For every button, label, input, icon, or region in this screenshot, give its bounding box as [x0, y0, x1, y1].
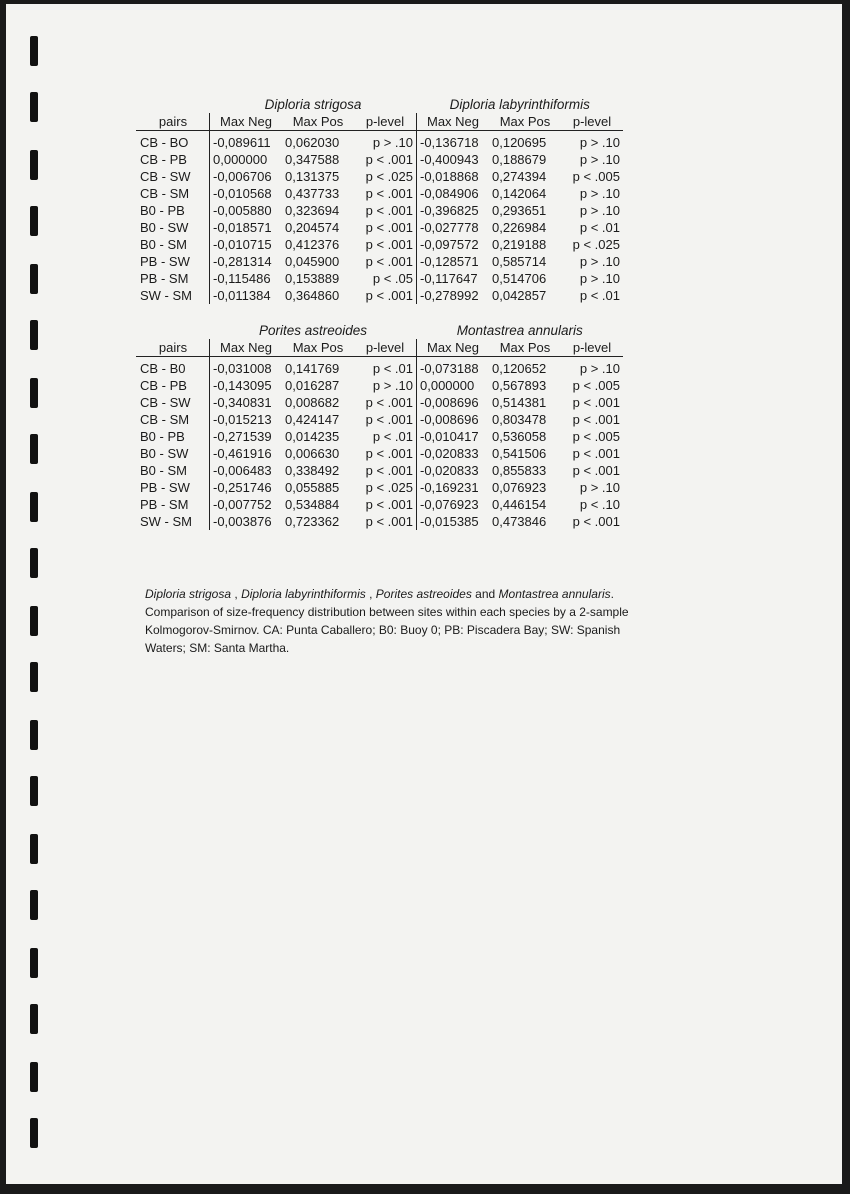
- cell-max-neg: -0,015385: [417, 513, 490, 530]
- table-row: [136, 134, 623, 151]
- cell-max-pos: 0,016287: [285, 378, 340, 393]
- cell-max-neg: -0,015213: [210, 411, 283, 428]
- cell-max-pos: 0,153889: [285, 271, 340, 286]
- col-max-neg: Max Neg: [417, 339, 490, 357]
- cell-max-neg: -0,089611: [210, 134, 283, 151]
- table-body: [136, 357, 623, 531]
- cell-p-level: p < .001: [365, 395, 413, 410]
- table-body: [136, 131, 623, 305]
- table-row: [136, 411, 623, 428]
- cell-max-pos: 0,536058: [492, 429, 547, 444]
- caption-species-1: Diploria strigosa: [145, 587, 232, 601]
- caption-species-2: Diploria labyrinthiformis: [241, 587, 366, 601]
- table-row: [136, 445, 623, 462]
- species-header-left: Porites astreoides: [258, 323, 368, 338]
- binding-hole: [30, 92, 38, 122]
- cell-p-level: p < .001: [572, 395, 620, 410]
- cell-p-level: p < .001: [572, 412, 620, 427]
- col-max-pos: Max Pos: [489, 113, 561, 131]
- table-row: [136, 151, 623, 168]
- cell-max-pos: 0,347588: [285, 152, 340, 167]
- binding-hole: [30, 264, 38, 294]
- cell-max-neg: -0,400943: [417, 151, 490, 168]
- cell-pair: PB - SM: [140, 497, 189, 512]
- cell-max-neg: -0,020833: [417, 445, 490, 462]
- species-header-right: Diploria labyrinthiformis: [449, 97, 590, 112]
- cell-max-pos: 0,323694: [285, 203, 340, 218]
- binding-hole: [30, 606, 38, 636]
- cell-p-level: p > .10: [372, 378, 413, 393]
- cell-max-pos: 0,514381: [492, 395, 547, 410]
- binding-hole: [30, 948, 38, 978]
- ks-table-1: [136, 96, 623, 304]
- cell-pair: PB - SM: [140, 271, 189, 286]
- cell-max-pos: 0,473846: [492, 514, 547, 529]
- cell-pair: B0 - SW: [140, 446, 189, 461]
- cell-max-neg: 0,000000: [210, 151, 283, 168]
- cell-p-level: p < .001: [365, 203, 413, 218]
- cell-max-neg: -0,278992: [417, 287, 490, 304]
- table-row: [136, 202, 623, 219]
- cell-max-neg: -0,011384: [210, 287, 283, 304]
- binding-hole: [30, 1118, 38, 1148]
- cell-max-neg: -0,084906: [417, 185, 490, 202]
- cell-p-level: p < .001: [572, 514, 620, 529]
- col-pairs: pairs: [136, 339, 210, 357]
- cell-p-level: p < .005: [572, 169, 620, 184]
- table-caption: [145, 585, 645, 657]
- cell-p-level: p > .10: [579, 152, 620, 167]
- cell-p-level: p > .10: [579, 186, 620, 201]
- caption-species-4: Montastrea annularis: [498, 587, 611, 601]
- cell-max-pos: 0,338492: [285, 463, 340, 478]
- cell-max-pos: 0,803478: [492, 412, 547, 427]
- cell-max-pos: 0,226984: [492, 220, 547, 235]
- species-header-right: Montastrea annularis: [456, 323, 583, 338]
- cell-max-neg: -0,006483: [210, 462, 283, 479]
- cell-max-pos: 0,076923: [492, 480, 547, 495]
- cell-max-pos: 0,541506: [492, 446, 547, 461]
- table-row: [136, 377, 623, 394]
- cell-max-pos: 0,131375: [285, 169, 340, 184]
- cell-max-pos: 0,014235: [285, 429, 340, 444]
- cell-max-neg: -0,010715: [210, 236, 283, 253]
- cell-max-pos: 0,855833: [492, 463, 547, 478]
- binding-hole: [30, 776, 38, 806]
- cell-max-neg: -0,008696: [417, 394, 490, 411]
- col-max-pos: Max Pos: [489, 339, 561, 357]
- cell-max-neg: -0,073188: [417, 360, 490, 377]
- cell-max-neg: -0,010568: [210, 185, 283, 202]
- cell-max-neg: -0,097572: [417, 236, 490, 253]
- cell-max-pos: 0,293651: [492, 203, 547, 218]
- cell-max-pos: 0,204574: [285, 220, 340, 235]
- cell-max-pos: 0,142064: [492, 186, 547, 201]
- caption-sep: and: [471, 587, 499, 601]
- cell-p-level: p < .001: [365, 186, 413, 201]
- binding-hole: [30, 1004, 38, 1034]
- cell-p-level: p < .025: [572, 237, 620, 252]
- cell-pair: SW - SM: [140, 288, 192, 303]
- cell-p-level: p < .001: [365, 254, 413, 269]
- cell-max-pos: 0,045900: [285, 254, 340, 269]
- cell-max-neg: -0,003876: [210, 513, 283, 530]
- cell-p-level: p > .10: [579, 361, 620, 376]
- cell-pair: CB - SW: [140, 169, 191, 184]
- caption-sep: ,: [231, 587, 242, 601]
- cell-max-pos: 0,446154: [492, 497, 547, 512]
- cell-max-neg: -0,169231: [417, 479, 490, 496]
- caption-species-3: Porites astreoides: [375, 587, 472, 601]
- cell-p-level: p < .01: [372, 361, 413, 376]
- col-p-level: p-level: [561, 339, 623, 357]
- table-row: [136, 185, 623, 202]
- cell-max-pos: 0,534884: [285, 497, 340, 512]
- table-diploria: [136, 96, 623, 304]
- cell-max-pos: 0,219188: [492, 237, 547, 252]
- cell-p-level: p < .10: [579, 497, 620, 512]
- cell-max-neg: -0,027778: [417, 219, 490, 236]
- table-row: [136, 428, 623, 445]
- cell-max-neg: -0,031008: [210, 360, 283, 377]
- cell-pair: CB - SM: [140, 186, 190, 201]
- cell-max-neg: -0,340831: [210, 394, 283, 411]
- table-row: [136, 394, 623, 411]
- cell-p-level: p < .001: [365, 152, 413, 167]
- cell-pair: CB - SM: [140, 412, 190, 427]
- cell-max-neg: -0,461916: [210, 445, 283, 462]
- cell-pair: PB - SW: [140, 254, 190, 269]
- table-row: [136, 236, 623, 253]
- table-row: [136, 513, 623, 530]
- cell-p-level: p < .001: [572, 463, 620, 478]
- cell-max-pos: 0,006630: [285, 446, 340, 461]
- caption-text: . Comparison of size-frequency distribution between sites within each species by a 2-sample Kolmogorov-Smirnov. CA: Punta Caballero; B0: Buoy 0; PB: Piscadera Bay; SW: Spanish Waters; SM: Santa Martha.: [145, 587, 629, 655]
- table-row: [136, 360, 623, 377]
- binding-hole: [30, 890, 38, 920]
- table-row: [136, 168, 623, 185]
- binding-hole: [30, 150, 38, 180]
- cell-pair: CB - SW: [140, 395, 191, 410]
- cell-p-level: p > .10: [579, 203, 620, 218]
- cell-max-neg: -0,006706: [210, 168, 283, 185]
- table-row: [136, 253, 623, 270]
- cell-p-level: p > .10: [579, 271, 620, 286]
- caption-sep: ,: [365, 587, 376, 601]
- table-row: [136, 496, 623, 513]
- cell-max-neg: -0,271539: [210, 428, 283, 445]
- cell-max-pos: 0,412376: [285, 237, 340, 252]
- cell-max-neg: -0,005880: [210, 202, 283, 219]
- cell-max-pos: 0,514706: [492, 271, 547, 286]
- cell-pair: B0 - PB: [140, 429, 185, 444]
- col-max-pos: Max Pos: [282, 113, 354, 131]
- cell-p-level: p > .10: [579, 254, 620, 269]
- cell-max-neg: -0,136718: [417, 134, 490, 151]
- cell-p-level: p < .01: [372, 429, 413, 444]
- cell-pair: B0 - SM: [140, 237, 187, 252]
- cell-p-level: p < .005: [572, 378, 620, 393]
- ks-table-2: [136, 322, 623, 530]
- cell-max-pos: 0,274394: [492, 169, 547, 184]
- cell-max-pos: 0,567893: [492, 378, 547, 393]
- cell-max-pos: 0,188679: [492, 152, 547, 167]
- cell-p-level: p < .001: [365, 463, 413, 478]
- cell-pair: B0 - SM: [140, 463, 187, 478]
- cell-max-neg: -0,281314: [210, 253, 283, 270]
- cell-p-level: p < .001: [365, 497, 413, 512]
- cell-max-pos: 0,141769: [285, 361, 340, 376]
- cell-p-level: p < .001: [572, 446, 620, 461]
- cell-max-pos: 0,120695: [492, 135, 547, 150]
- col-max-neg: Max Neg: [417, 113, 490, 131]
- cell-max-neg: -0,115486: [210, 270, 283, 287]
- cell-max-neg: -0,020833: [417, 462, 490, 479]
- table-row: [136, 462, 623, 479]
- cell-p-level: p < .001: [365, 288, 413, 303]
- cell-p-level: p < .001: [365, 446, 413, 461]
- cell-pair: SW - SM: [140, 514, 192, 529]
- binding-hole: [30, 206, 38, 236]
- cell-max-pos: 0,585714: [492, 254, 547, 269]
- cell-max-neg: -0,018868: [417, 168, 490, 185]
- binding-hole: [30, 36, 38, 66]
- cell-p-level: p > .10: [579, 480, 620, 495]
- cell-max-pos: 0,364860: [285, 288, 340, 303]
- cell-p-level: p < .001: [365, 514, 413, 529]
- cell-max-pos: 0,424147: [285, 412, 340, 427]
- cell-pair: B0 - PB: [140, 203, 185, 218]
- cell-max-neg: -0,251746: [210, 479, 283, 496]
- table-row: [136, 287, 623, 304]
- column-header-row: [136, 339, 623, 357]
- cell-max-pos: 0,120652: [492, 361, 547, 376]
- table-row: [136, 219, 623, 236]
- cell-max-neg: -0,117647: [417, 270, 490, 287]
- cell-pair: CB - PB: [140, 378, 187, 393]
- binding-hole: [30, 834, 38, 864]
- binding-hole: [30, 662, 38, 692]
- col-p-level: p-level: [354, 113, 417, 131]
- column-header-row: [136, 113, 623, 131]
- cell-p-level: p < .05: [372, 271, 413, 286]
- cell-p-level: p < .025: [365, 169, 413, 184]
- binding-hole: [30, 320, 38, 350]
- col-max-pos: Max Pos: [282, 339, 354, 357]
- cell-p-level: p < .001: [365, 412, 413, 427]
- cell-max-pos: 0,723362: [285, 514, 340, 529]
- binding-hole: [30, 492, 38, 522]
- col-max-neg: Max Neg: [210, 113, 283, 131]
- cell-max-pos: 0,055885: [285, 480, 340, 495]
- cell-p-level: p < .001: [365, 220, 413, 235]
- cell-pair: B0 - SW: [140, 220, 189, 235]
- cell-max-neg: -0,018571: [210, 219, 283, 236]
- cell-max-neg: -0,076923: [417, 496, 490, 513]
- col-pairs: pairs: [136, 113, 210, 131]
- binding-hole: [30, 548, 38, 578]
- cell-pair: CB - PB: [140, 152, 187, 167]
- cell-max-pos: 0,008682: [285, 395, 340, 410]
- cell-max-neg: -0,010417: [417, 428, 490, 445]
- cell-p-level: p > .10: [372, 135, 413, 150]
- col-p-level: p-level: [354, 339, 417, 357]
- table-porites-montastrea: [136, 322, 623, 530]
- cell-p-level: p > .10: [579, 135, 620, 150]
- cell-max-neg: -0,396825: [417, 202, 490, 219]
- binding-holes: [0, 0, 40, 1194]
- species-header-left: Diploria strigosa: [264, 97, 362, 112]
- cell-max-pos: 0,042857: [492, 288, 547, 303]
- cell-p-level: p < .001: [365, 237, 413, 252]
- col-p-level: p-level: [561, 113, 623, 131]
- cell-p-level: p < .025: [365, 480, 413, 495]
- binding-hole: [30, 720, 38, 750]
- cell-max-neg: -0,128571: [417, 253, 490, 270]
- col-max-neg: Max Neg: [210, 339, 283, 357]
- table-row: [136, 479, 623, 496]
- cell-max-neg: -0,143095: [210, 377, 283, 394]
- table-row: [136, 270, 623, 287]
- binding-hole: [30, 434, 38, 464]
- cell-max-neg: 0,000000: [417, 377, 490, 394]
- cell-max-pos: 0,062030: [285, 135, 340, 150]
- cell-pair: PB - SW: [140, 480, 190, 495]
- cell-p-level: p < .01: [579, 288, 620, 303]
- cell-pair: CB - B0: [140, 361, 186, 376]
- cell-p-level: p < .01: [579, 220, 620, 235]
- cell-max-pos: 0,437733: [285, 186, 340, 201]
- cell-p-level: p < .005: [572, 429, 620, 444]
- binding-hole: [30, 378, 38, 408]
- cell-pair: CB - BO: [140, 135, 189, 150]
- cell-max-neg: -0,008696: [417, 411, 490, 428]
- binding-hole: [30, 1062, 38, 1092]
- cell-max-neg: -0,007752: [210, 496, 283, 513]
